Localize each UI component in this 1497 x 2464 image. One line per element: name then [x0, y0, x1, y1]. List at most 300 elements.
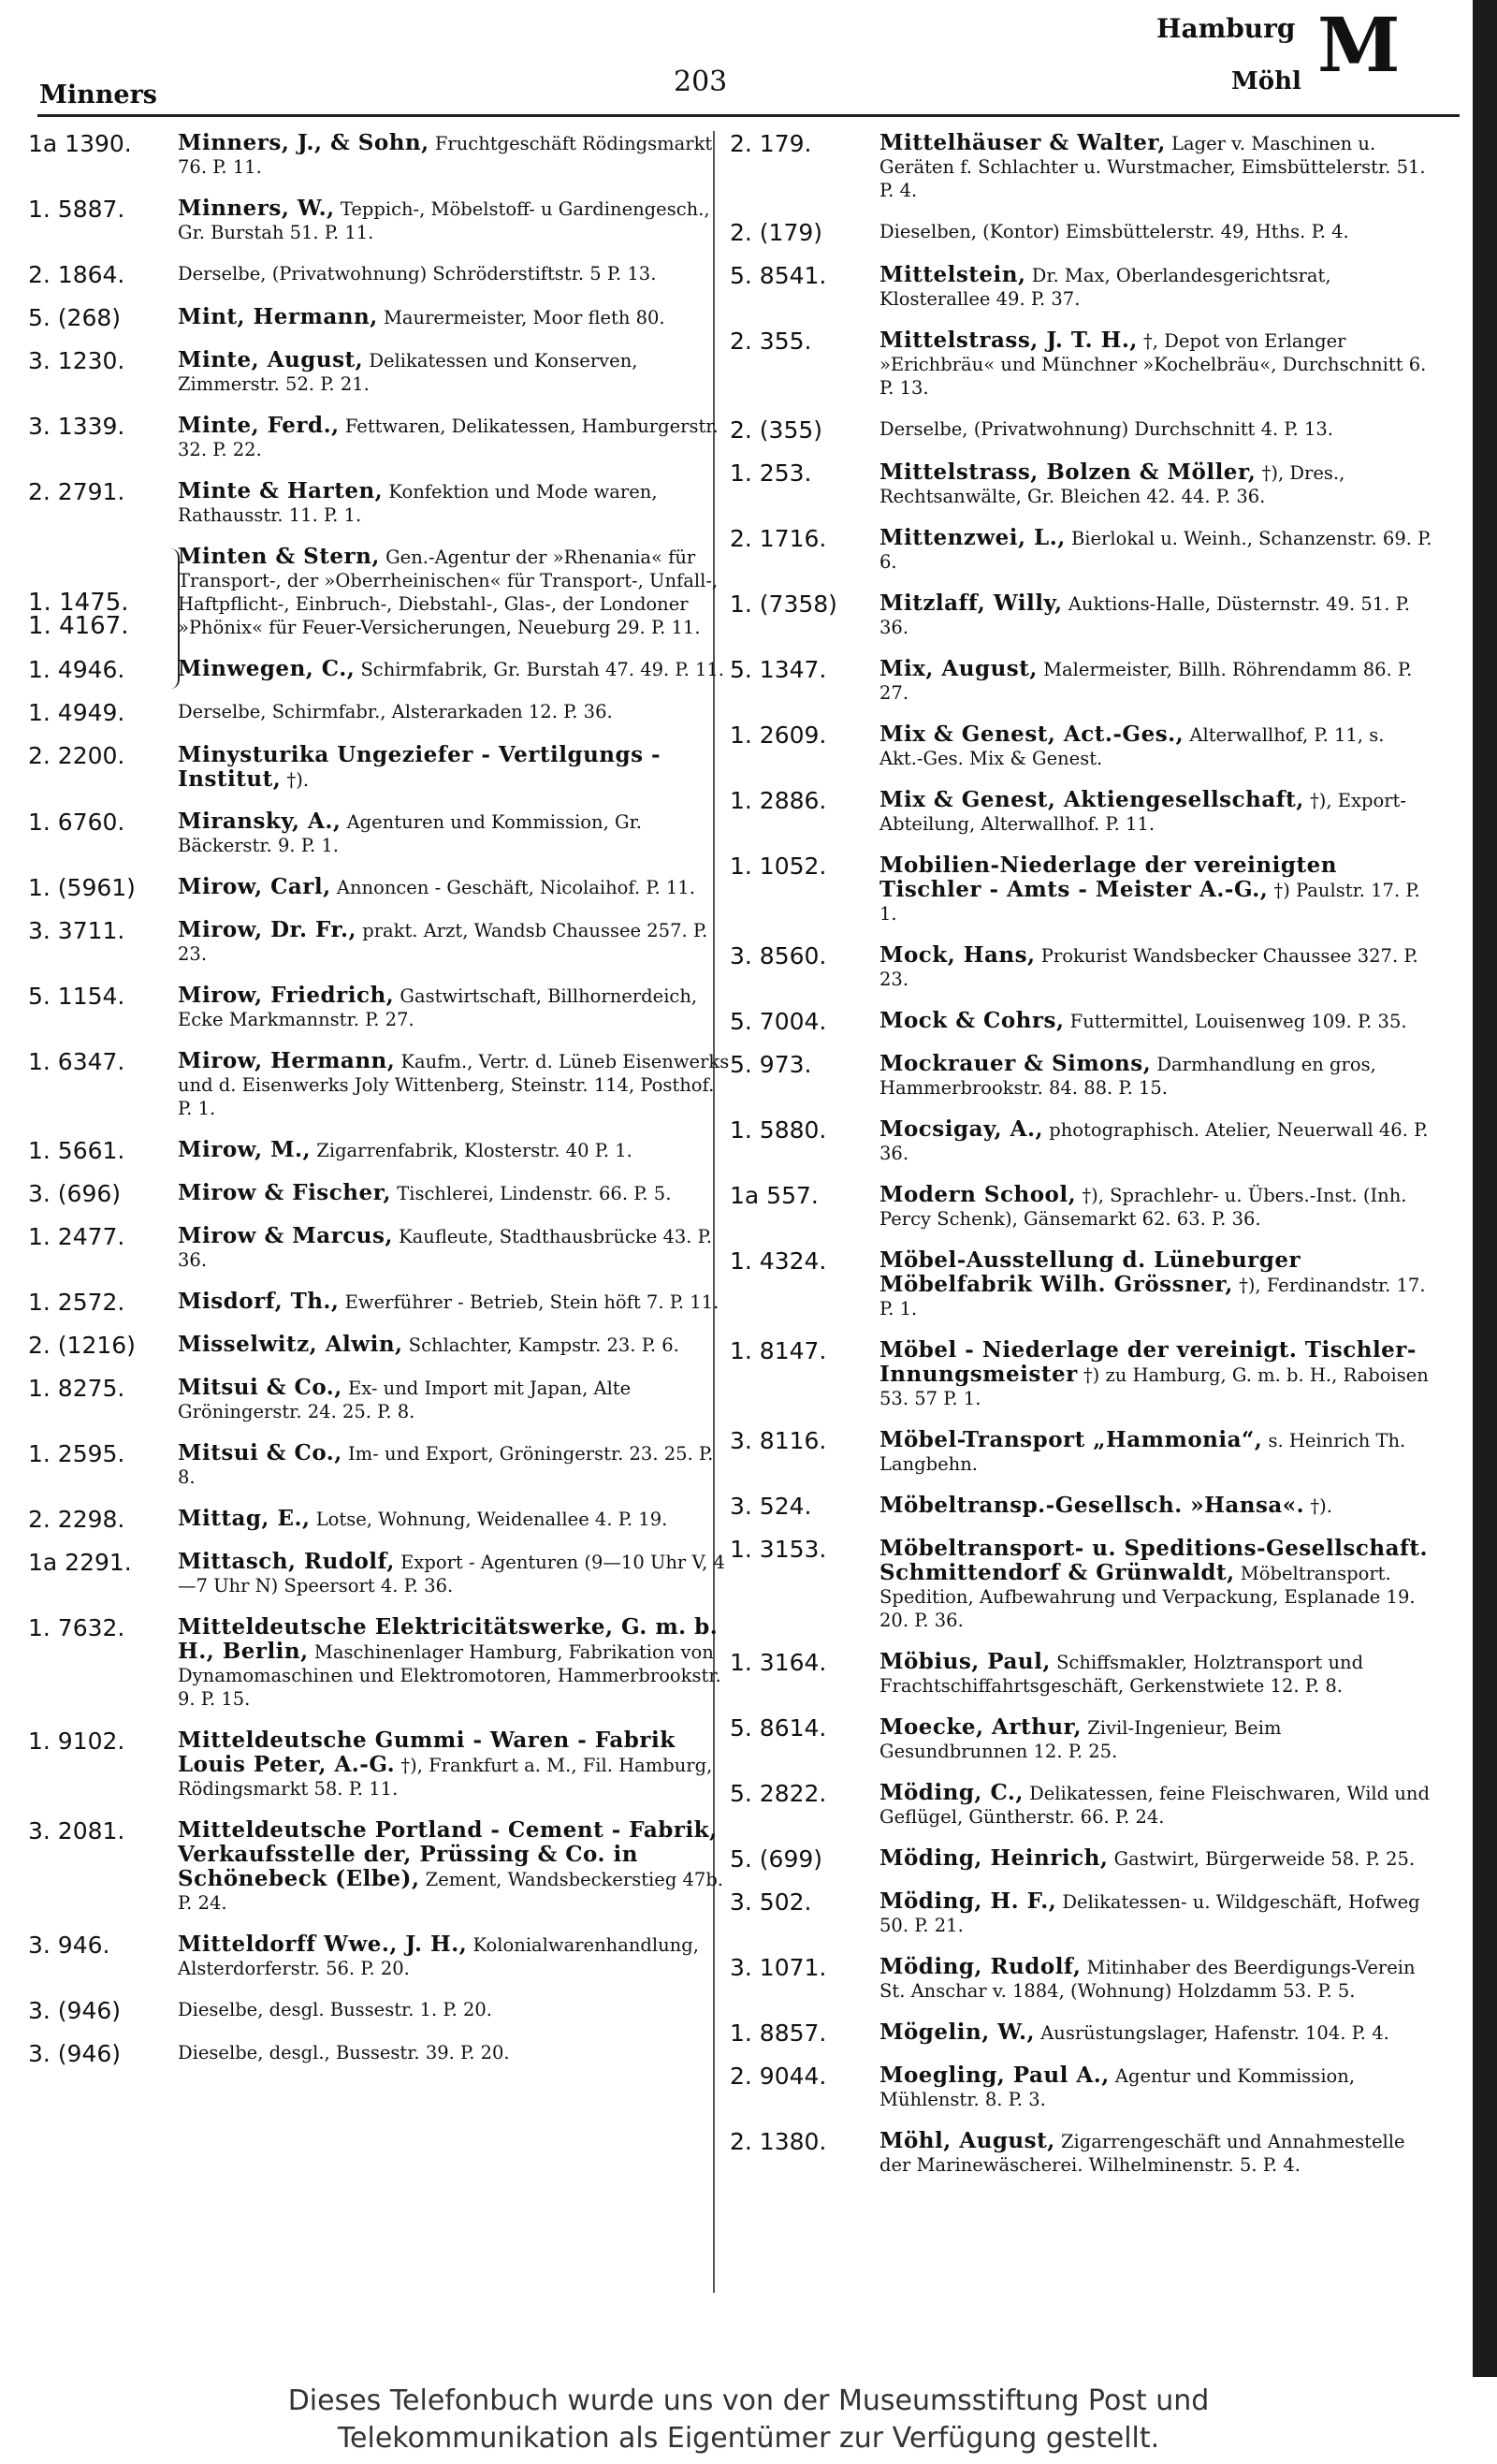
entry-details: Auktions-Halle, Düsternstr. 49. 51. P. 36.	[879, 593, 1410, 638]
phone-number: 2. (179)	[730, 219, 823, 246]
entry-name: Mögelin, W.,	[879, 2019, 1035, 2045]
entry-details: †).	[286, 769, 310, 791]
entry-text	[178, 1932, 739, 1980]
entry-name: Mittenzwei, L.,	[879, 525, 1066, 550]
entry-text	[178, 743, 739, 792]
directory-entry	[28, 1932, 739, 1980]
phone-number: 1. 3153.	[730, 1536, 827, 1563]
entry-text	[178, 1333, 739, 1357]
header-left-keyword: Minners	[39, 80, 158, 109]
entry-details: Prokurist Wandsbecker Chaussee 327. P. 23.	[879, 945, 1418, 990]
directory-entry	[28, 1224, 739, 1272]
entry-details: Derselbe, (Privatwohnung) Schröderstiftstr. 5 P. 13.	[178, 263, 657, 284]
directory-entry	[730, 1846, 1441, 1872]
directory-entry	[28, 1376, 739, 1423]
directory-entry	[28, 1290, 739, 1315]
entry-name: Misselwitz, Alwin,	[178, 1332, 403, 1357]
entry-text	[879, 1338, 1441, 1410]
directory-entry	[730, 1715, 1441, 1763]
entry-text	[879, 1889, 1441, 1937]
entry-details: †), Frankfurt a. M., Fil. Hamburg, Rödingsmarkt 58. P. 11.	[178, 1755, 713, 1800]
phone-number: 1. 8857.	[730, 2019, 827, 2047]
phone-number: 3. 524.	[730, 1493, 812, 1520]
entry-name: Mirow, M.,	[178, 1137, 312, 1162]
entry-name: Möding, Rudolf,	[879, 1954, 1082, 1979]
entry-name: Mirow, Dr. Fr.,	[178, 917, 357, 942]
phone-number: 3. 1071.	[730, 1954, 827, 1981]
entry-name: Mitsui & Co.,	[178, 1440, 342, 1465]
entry-details: Maschinenlager Hamburg, Fabrikation von Dynamomaschinen und Elektromotoren, Hammerbrookstr. 9. P. 15.	[178, 1641, 721, 1710]
directory-entry	[730, 1955, 1441, 2003]
directory-entry	[730, 417, 1441, 443]
directory-entry	[28, 131, 739, 179]
entry-text	[879, 788, 1441, 836]
entry-text	[178, 1181, 739, 1205]
phone-number: 1. 5887.	[28, 196, 125, 223]
entry-text	[178, 1818, 739, 1915]
entry-text	[178, 809, 739, 857]
directory-entry	[730, 1117, 1441, 1165]
phone-number: 2. 9044.	[730, 2063, 827, 2090]
directory-entry	[730, 1052, 1441, 1100]
entry-name: Mockrauer & Simons,	[879, 1051, 1152, 1076]
directory-entry	[28, 984, 739, 1031]
entry-name: Möding, C.,	[879, 1780, 1024, 1805]
entry-name: Möbel - Niederlage der vereinigt. Tischler-Innungsmeister	[879, 1337, 1417, 1387]
entry-text	[879, 2129, 1441, 2177]
entry-name: Minwegen, C.,	[178, 656, 356, 681]
directory-entry	[28, 1333, 739, 1358]
entry-details: Agenturen und Kommission, Gr. Bäckerstr. 9. P. 1.	[178, 811, 642, 856]
phone-number: 2. 179.	[730, 130, 812, 157]
entry-details: Maurermeister, Moor fleth 80.	[383, 307, 665, 328]
phone-number: 5. 8614.	[730, 1714, 827, 1742]
entry-name: Mittelstrass, Bolzen & Möller,	[879, 459, 1257, 485]
entry-details: †), Sprachlehr- u. Übers.-Inst. (Inh. Percy Schenk), Gänsemarkt 62. 63. P. 36.	[879, 1185, 1407, 1230]
directory-entry	[28, 1615, 739, 1711]
entry-text	[178, 545, 739, 639]
entry-name: Minysturika Ungeziefer - Vertilgungs - Institut,	[178, 742, 661, 792]
phone-number: 5. 2822.	[730, 1780, 827, 1807]
phone-number: 1. 5661.	[28, 1137, 125, 1164]
entry-text	[178, 1615, 739, 1711]
entry-name: Möding, H. F.,	[879, 1888, 1057, 1914]
entry-name: Mitteldeutsche Elektricitätswerke, G. m. b. H., Berlin,	[178, 1614, 719, 1664]
entry-name: Mittasch, Rudolf,	[178, 1549, 395, 1574]
entry-details: Alterwallhof, P. 11, s. Akt.-Ges. Mix & Genest.	[879, 724, 1385, 769]
entry-details: Zement, Wandsbeckerstieg 47b. P. 24.	[178, 1869, 724, 1914]
entry-details: Derselbe, (Privatwohnung) Durchschnitt 4. P. 13.	[879, 418, 1333, 440]
entry-text	[879, 131, 1441, 202]
directory-entry	[730, 943, 1441, 991]
entry-text	[879, 1650, 1441, 1698]
entry-text	[879, 2063, 1441, 2111]
phone-number: 1. 1475. 1. 4167.	[28, 589, 129, 640]
entry-details: †).	[1310, 1495, 1332, 1517]
directory-entry	[730, 460, 1441, 508]
entry-details: Annoncen - Geschäft, Nicolaihof. P. 11.	[336, 877, 695, 898]
phone-number: 1a 1390.	[28, 130, 132, 157]
phone-number: 1. 4324.	[730, 1247, 827, 1275]
directory-entry	[730, 131, 1441, 202]
entry-text	[178, 1998, 739, 2021]
header-rule	[37, 114, 1460, 117]
entry-text	[178, 984, 739, 1031]
entry-text	[178, 875, 739, 899]
phone-number: 2. 1716.	[730, 525, 827, 552]
entry-text	[178, 479, 739, 527]
header-right-keyword: Möhl	[1231, 67, 1301, 95]
entry-name: Mock, Hans,	[879, 942, 1036, 968]
scan-edge	[1473, 0, 1497, 2377]
entry-name: Möbius, Paul,	[879, 1649, 1051, 1674]
entry-name: Mitsui & Co.,	[178, 1375, 342, 1400]
left-column	[28, 131, 739, 2084]
entry-text	[178, 131, 739, 179]
entry-details: Kaufm., Vertr. d. Lüneb Eisenwerks und d. Eisenwerks Joly Wittenberg, Steinstr. 114, Posthof. P. 1.	[178, 1051, 730, 1119]
phone-number: 1. 6347.	[28, 1048, 125, 1075]
entry-details: Im- und Export, Gröningerstr. 23. 25. P. 8.	[178, 1443, 714, 1488]
entry-text	[879, 263, 1441, 311]
entry-name: Mix & Genest, Aktiengesellschaft,	[879, 787, 1304, 812]
entry-details: Kaufleute, Stadthausbrücke 43. P. 36.	[178, 1226, 713, 1271]
entry-text	[178, 414, 739, 461]
entry-name: Mitteldeutsche Portland - Cement - Fabrik, Verkaufsstelle der, Prüssing & Co. in Schönebeck (Elbe),	[178, 1817, 718, 1891]
phone-number: 5. 8541.	[730, 262, 827, 289]
entry-name: Minten & Stern,	[178, 544, 380, 569]
directory-entry	[730, 657, 1441, 705]
entry-text	[879, 657, 1441, 705]
entry-details: Teppich-, Möbelstoff- u Gardinengesch., Gr. Burstah 51. P. 11.	[178, 198, 710, 243]
phone-number: 3. 2081.	[28, 1817, 125, 1844]
entry-name: Mitteldorff Wwe., J. H.,	[178, 1932, 468, 1957]
phone-number: 1. 2886.	[730, 787, 827, 814]
entry-name: Möbel-Ausstellung d. Lüneburger Möbelfabrik Wilh. Grössner,	[879, 1247, 1301, 1297]
directory-entry	[730, 328, 1441, 400]
phone-number: 1. 253.	[730, 459, 812, 487]
phone-number: 1. 2477.	[28, 1223, 125, 1250]
phone-number: 3. (946)	[28, 2040, 122, 2067]
phone-number: 3. 8560.	[730, 942, 827, 970]
directory-entry	[730, 1428, 1441, 1476]
entry-details: Fruchtgeschäft Rödingsmarkt 76. P. 11.	[178, 133, 713, 178]
phone-number: 2. (355)	[730, 416, 823, 444]
footer-line-1: Dieses Telefonbuch wurde uns von der Museumsstiftung Post und	[287, 2384, 1210, 2417]
phone-number: 2. 1380.	[730, 2128, 827, 2155]
entry-details: Ewerführer - Betrieb, Stein höft 7. P. 11.	[344, 1291, 719, 1313]
directory-entry	[28, 1181, 739, 1206]
entry-text	[178, 262, 739, 285]
directory-entry	[28, 414, 739, 461]
phone-number: 3. 946.	[28, 1932, 110, 1959]
entry-text	[178, 348, 739, 396]
entry-name: Möbeltransp.-Gesellsch. »Hansa«.	[879, 1493, 1305, 1518]
phone-number: 1. 3164.	[730, 1649, 827, 1676]
phone-number: 5. 1347.	[730, 656, 827, 683]
entry-details: †) Paulstr. 17. P. 1.	[879, 880, 1420, 925]
entry-details: photographisch. Atelier, Neuerwall 46. P. 36.	[879, 1119, 1429, 1164]
entry-name: Misdorf, Th.,	[178, 1289, 340, 1314]
phone-number: 5. 973.	[730, 1051, 812, 1078]
entry-name: Mittelstrass, J. T. H.,	[879, 328, 1138, 353]
directory-entry	[28, 1441, 739, 1489]
entry-text	[879, 1715, 1441, 1763]
directory-entry	[730, 2063, 1441, 2111]
phone-number: 1. 2595.	[28, 1440, 125, 1467]
entry-details: Dieselbe, desgl., Bussestr. 39. P. 20.	[178, 2042, 510, 2063]
directory-entry	[28, 918, 739, 966]
phone-number: 5. 7004.	[730, 1008, 827, 1035]
entry-text	[178, 1507, 739, 1531]
entry-name: Modern School,	[879, 1182, 1077, 1207]
directory-entry	[28, 1818, 739, 1915]
phone-number: 3. 8116.	[730, 1427, 827, 1454]
entry-text	[178, 657, 739, 681]
phone-number: 5. 1154.	[28, 983, 125, 1010]
entry-text	[879, 460, 1441, 508]
entry-details: Zivil-Ingenieur, Beim Gesundbrunnen 12. P. 25.	[879, 1717, 1282, 1762]
directory-entry	[730, 1009, 1441, 1034]
directory-entry	[730, 220, 1441, 245]
entry-text	[879, 1183, 1441, 1231]
entry-text	[178, 918, 739, 966]
entry-text	[879, 1052, 1441, 1100]
entry-text	[178, 700, 739, 723]
phone-number: 5. (699)	[730, 1845, 823, 1873]
directory-entry	[730, 1889, 1441, 1937]
directory-entry	[28, 1507, 739, 1532]
entry-name: Möbeltransport- u. Speditions-Gesellschaft. Schmittendorf & Grünwaldt,	[879, 1536, 1429, 1585]
entry-text	[178, 1290, 739, 1314]
phone-number: 2. 1864.	[28, 261, 125, 288]
directory-entry	[28, 1550, 739, 1597]
entry-name: Mitzlaff, Willy,	[879, 590, 1063, 616]
directory-entry	[730, 1248, 1441, 1320]
phone-number: 3. (946)	[28, 1997, 122, 2024]
entry-name: Mittelhäuser & Walter,	[879, 130, 1166, 155]
entry-text	[879, 1117, 1441, 1165]
entry-details: Futtermittel, Louisenweg 109. P. 35.	[1069, 1011, 1407, 1032]
entry-details: Ex- und Import mit Japan, Alte Gröningerstr. 24. 25. P. 8.	[178, 1378, 632, 1422]
right-column	[730, 131, 1441, 2194]
phone-number: 2. 2200.	[28, 742, 125, 769]
directory-entry	[730, 263, 1441, 311]
phone-number: 1. 6760.	[28, 809, 125, 836]
directory-entry	[730, 788, 1441, 836]
entry-details: †), Dres., Rechtsanwälte, Gr. Bleichen 42. 44. P. 36.	[879, 462, 1345, 507]
phone-number: 2. 2298.	[28, 1506, 125, 1533]
phone-number: 1. 2609.	[730, 722, 827, 749]
entry-details: Gastwirt, Bürgerweide 58. P. 25.	[1113, 1848, 1416, 1870]
entry-details: Lager v. Maschinen u. Geräten f. Schlachter u. Wurstmacher, Eimsbüttelerstr. 51. P. 4.	[879, 133, 1426, 201]
entry-name: Moegling, Paul A.,	[879, 2063, 1110, 2088]
entry-text	[879, 1846, 1441, 1871]
entry-text	[879, 220, 1441, 243]
entry-name: Minte, August,	[178, 347, 364, 372]
entry-details: Ausrüstungslager, Hafenstr. 104. P. 4.	[1040, 2022, 1389, 2044]
directory-entry	[28, 479, 739, 527]
page-number: 203	[674, 66, 728, 98]
entry-text	[879, 1009, 1441, 1033]
phone-number: 5. (268)	[28, 304, 122, 331]
directory-entry	[28, 1998, 739, 2023]
entry-details: Mitinhaber des Beerdigungs-Verein St. Anschar v. 1884, (Wohnung) Holzdamm 53. P. 5.	[879, 1957, 1416, 2002]
entry-details: Export - Agenturen (9—10 Uhr V, 4—7 Uhr N) Speersort 4. P. 36.	[178, 1552, 725, 1596]
entry-name: Möding, Heinrich,	[879, 1845, 1109, 1871]
entry-details: Delikatessen, feine Fleischwaren, Wild und Geflügel, Güntherstr. 66. P. 24.	[879, 1783, 1430, 1828]
entry-text	[178, 1728, 739, 1801]
phone-number: 3. 1339.	[28, 413, 125, 440]
directory-entry	[28, 657, 739, 682]
entry-details: †, Depot von Erlanger »Erichbräu« und Münchner »Kochelbräu«, Durchschnitt 6. P. 13.	[879, 330, 1427, 399]
directory-entry	[730, 1781, 1441, 1829]
directory-entry	[730, 2020, 1441, 2046]
directory-entry	[730, 722, 1441, 770]
directory-entry	[28, 1049, 739, 1120]
directory-entry	[730, 1338, 1441, 1410]
entry-text	[879, 1781, 1441, 1829]
entry-details: s. Heinrich Th. Langbehn.	[879, 1430, 1406, 1475]
entry-text	[879, 943, 1441, 991]
entry-details: Derselbe, Schirmfabr., Alsterarkaden 12. P. 36.	[178, 701, 613, 722]
entry-details: Agentur und Kommission, Mühlenstr. 8. P. 3.	[879, 2065, 1356, 2110]
entry-details: †), Export-Abteilung, Alterwallhof. P. 11.	[879, 790, 1406, 835]
directory-entry	[730, 853, 1441, 926]
entry-name: Minners, J., & Sohn,	[178, 130, 429, 155]
entry-details: Tischlerei, Lindenstr. 66. P. 5.	[397, 1183, 672, 1204]
entry-details: †) zu Hamburg, G. m. b. H., Raboisen 53. 57 P. 1.	[879, 1364, 1429, 1409]
directory-entry	[28, 545, 739, 639]
phone-number: 1. 9102.	[28, 1728, 125, 1755]
phone-number: 2. (1216)	[28, 1332, 136, 1359]
entry-text	[879, 417, 1441, 441]
entry-details: Schlachter, Kampstr. 23. P. 6.	[408, 1334, 679, 1356]
entry-name: Mittag, E.,	[178, 1506, 311, 1531]
phone-number: 1a 2291.	[28, 1549, 132, 1576]
entry-text	[879, 1248, 1441, 1320]
entry-text	[178, 1376, 739, 1423]
directory-entry	[730, 1183, 1441, 1231]
entry-details: Delikatessen und Konserven, Zimmerstr. 52. P. 21.	[178, 350, 638, 395]
entry-name: Mirow, Friedrich,	[178, 983, 395, 1008]
entry-text	[178, 1441, 739, 1489]
phone-number: 1. 4946.	[28, 656, 125, 683]
directory-entry	[28, 262, 739, 287]
directory-entry	[730, 1650, 1441, 1698]
phone-number: 3. 1230.	[28, 347, 125, 374]
phone-number: 2. 355.	[730, 328, 812, 355]
directory-entry	[28, 875, 739, 900]
entry-name: Mitteldeutsche Gummi - Waren - Fabrik Louis Peter, A.-G.	[178, 1728, 676, 1777]
entry-name: Mittelstein,	[879, 262, 1026, 287]
footer-notice	[0, 2377, 1497, 2464]
entry-name: Mirow & Fischer,	[178, 1180, 392, 1205]
entry-name: Mirow, Carl,	[178, 874, 331, 899]
entry-text	[879, 328, 1441, 400]
entry-text	[879, 722, 1441, 770]
directory-entry	[28, 197, 739, 244]
entry-name: Mobilien-Niederlage der vereinigten Tischler - Amts - Meister A.-G.,	[879, 853, 1337, 902]
entry-details: Gen.-Agentur der »Rhenania« für Transport-, der »Oberrheinischen« für Transport-, Unfall-, Haftpflicht-, Einbruch-, Diebstahl-, Glas-, der Londoner »Phönix« für Feuer-Versicherungen, Neueburg 29. P. 11.	[178, 547, 719, 638]
entry-details: Lotse, Wohnung, Weidenallee 4. P. 19.	[315, 1509, 668, 1530]
directory-entry	[28, 743, 739, 792]
entry-details: Konfektion und Mode waren, Rathausstr. 11. P. 1.	[178, 481, 658, 526]
entry-details: Malermeister, Billh. Röhrendamm 86. P. 27.	[879, 659, 1413, 704]
entry-name: Miransky, A.,	[178, 809, 342, 834]
phone-number: 1. 4949.	[28, 699, 125, 726]
entry-text	[879, 1537, 1441, 1632]
footer-line-2: Telekommunikation als Eigentümer zur Verfügung gestellt.	[337, 2422, 1160, 2455]
entry-details: Dr. Max, Oberlandesgerichtsrat, Klosterallee 49. P. 37.	[879, 265, 1331, 310]
entry-text	[879, 591, 1441, 639]
entry-text	[178, 1138, 739, 1162]
entry-text	[879, 1494, 1441, 1518]
entry-text	[879, 526, 1441, 574]
entry-details: Kolonialwarenhandlung, Alsterdorferstr. 56. P. 20.	[178, 1934, 699, 1979]
entry-text	[879, 1428, 1441, 1476]
entry-text	[879, 2020, 1441, 2045]
header-city: Hamburg	[1156, 13, 1296, 44]
entry-name: Möhl, August,	[879, 2128, 1055, 2153]
entry-name: Mint, Hermann,	[178, 304, 378, 329]
phone-number: 1. 8275.	[28, 1375, 125, 1402]
entry-details: †), Ferdinandstr. 17. P. 1.	[879, 1275, 1426, 1319]
entry-name: Moecke, Arthur,	[879, 1714, 1083, 1740]
entry-name: Minners, W.,	[178, 196, 335, 221]
entry-name: Mirow, Hermann,	[178, 1048, 396, 1073]
entry-details: Fettwaren, Delikatessen, Hamburgerstr. 32. P. 22.	[178, 416, 719, 460]
phone-number: 1. 7632.	[28, 1614, 125, 1641]
header-letter: M	[1317, 1, 1401, 89]
phone-number: 1. (5961)	[28, 874, 136, 901]
entry-text	[879, 853, 1441, 926]
phone-number: 3. (696)	[28, 1180, 122, 1207]
entry-name: Mix & Genest, Act.-Ges.,	[879, 722, 1185, 747]
entry-text	[178, 197, 739, 244]
entry-text	[879, 1955, 1441, 2003]
directory-entry	[28, 809, 739, 857]
phone-number: 1. 5880.	[730, 1116, 827, 1144]
directory-entry	[28, 1728, 739, 1801]
entry-details: Möbeltransport. Spedition, Aufbewahrung und Verpackung, Esplanade 19. 20. P. 36.	[879, 1563, 1416, 1631]
directory-entry	[730, 526, 1441, 574]
phone-number: 1. 1052.	[730, 853, 827, 880]
directory-entry	[730, 2129, 1441, 2177]
phone-number: 1. (7358)	[730, 590, 837, 618]
entry-details: Darmhandlung en gros, Hammerbrookstr. 84. 88. P. 15.	[879, 1054, 1376, 1099]
entry-details: Dieselbe, desgl. Bussestr. 1. P. 20.	[178, 1999, 493, 2020]
entry-details: prakt. Arzt, Wandsb Chaussee 257. P. 23.	[178, 920, 708, 965]
entry-name: Möbel-Transport „Hammonia“,	[879, 1427, 1263, 1452]
directory-entry	[730, 1494, 1441, 1519]
phone-number: 1a 557.	[730, 1182, 819, 1209]
directory-entry	[28, 700, 739, 725]
entry-text	[178, 1049, 739, 1120]
phone-number: 1. 8147.	[730, 1337, 827, 1364]
entry-details: Gastwirtschaft, Billhornerdeich, Ecke Markmannstr. P. 27.	[178, 985, 698, 1030]
entry-details: Zigarrengeschäft und Annahmestelle der Marinewäscherei. Wilhelminenstr. 5. P. 4.	[879, 2131, 1405, 2176]
entry-text	[178, 305, 739, 329]
entry-name: Minte & Harten,	[178, 478, 384, 503]
entry-name: Mix, August,	[879, 656, 1038, 681]
entry-details: Schirmfabrik, Gr. Burstah 47. 49. P. 11.	[360, 659, 725, 680]
entry-text	[178, 1550, 739, 1597]
directory-entry	[730, 1537, 1441, 1632]
phone-number: 1. 2572.	[28, 1289, 125, 1316]
directory-entry	[730, 591, 1441, 639]
entry-text	[178, 1224, 739, 1272]
entry-name: Minte, Ferd.,	[178, 413, 340, 438]
